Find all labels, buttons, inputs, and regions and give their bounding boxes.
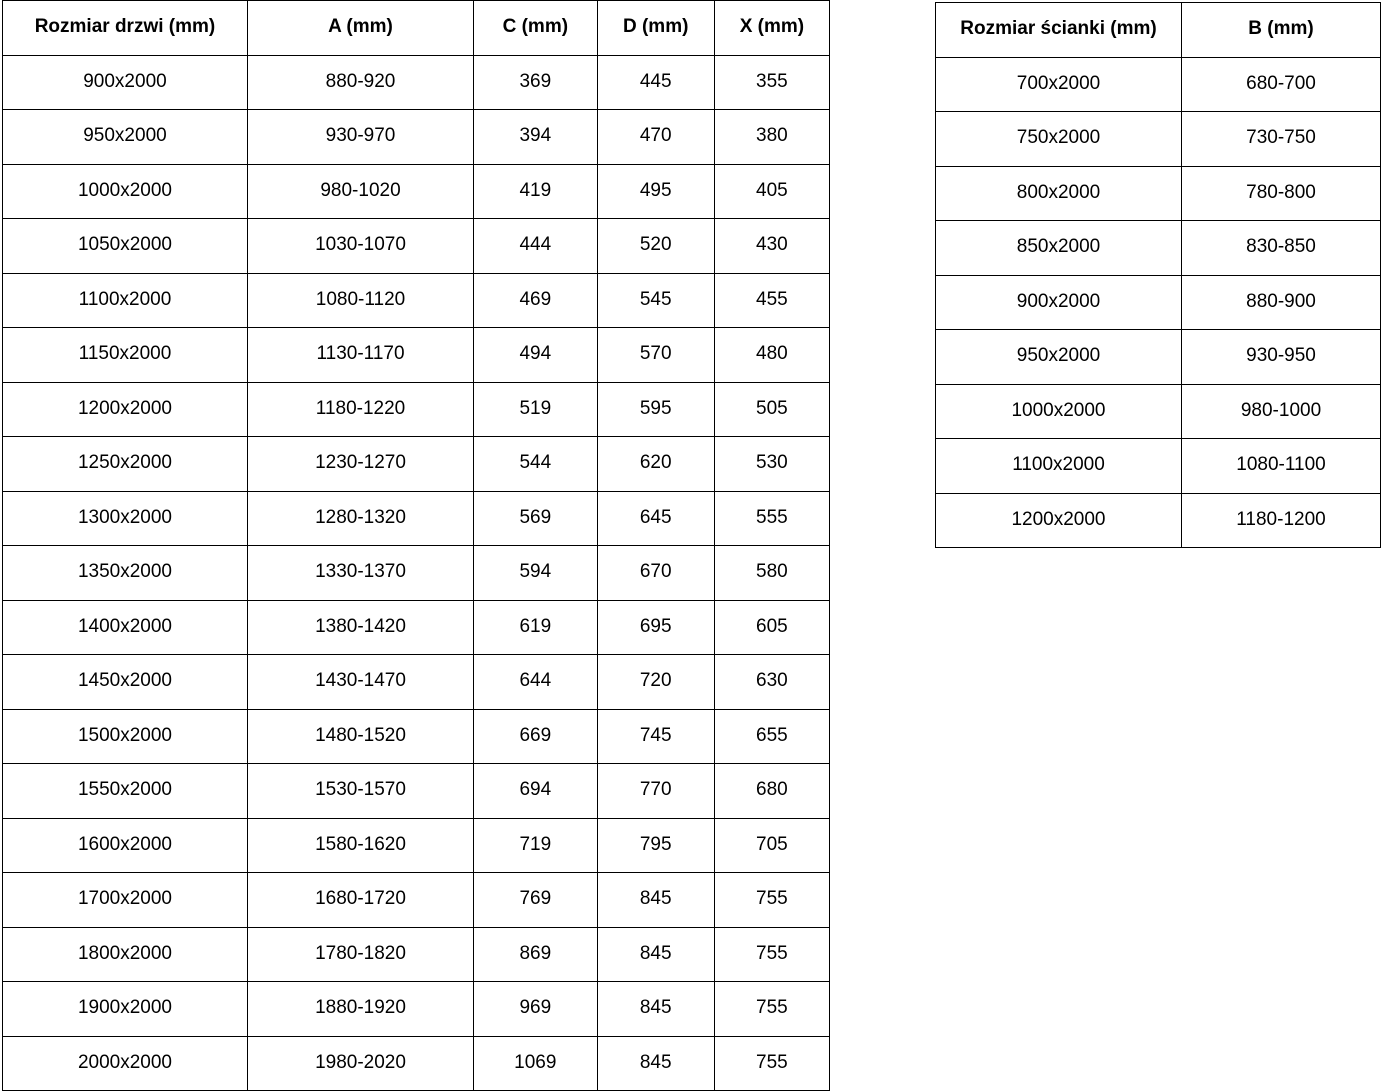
doors-cell: 845 [597,873,714,928]
doors-cell: 594 [474,546,598,601]
doors-cell: 1480-1520 [247,709,473,764]
doors-cell: 969 [474,982,598,1037]
table-row [936,439,1381,494]
wall-cell: 800x2000 [936,166,1182,221]
doors-cell: 755 [714,927,829,982]
doors-cell: 1180-1220 [247,382,473,437]
wall-table-header [936,3,1381,58]
table-row [936,221,1381,276]
table-row [3,55,830,110]
table-row [3,818,830,873]
doors-cell: 544 [474,437,598,492]
table-header-row [3,1,830,56]
doors-cell: 1200x2000 [3,382,248,437]
doors-cell: 620 [597,437,714,492]
doors-cell: 1680-1720 [247,873,473,928]
table-row [3,491,830,546]
doors-cell: 1080-1120 [247,273,473,328]
doors-cell: 445 [597,55,714,110]
doors-cell: 1250x2000 [3,437,248,492]
wall-cell: 730-750 [1182,112,1381,167]
doors-cell: 694 [474,764,598,819]
doors-cell: 1069 [474,1036,598,1091]
wall-cell: 1080-1100 [1182,439,1381,494]
doors-cell: 1000x2000 [3,164,248,219]
doors-cell: 845 [597,982,714,1037]
doors-cell: 1600x2000 [3,818,248,873]
doors-cell: 355 [714,55,829,110]
wall-cell: 980-1000 [1182,384,1381,439]
doors-cell: 419 [474,164,598,219]
column-header-c: C (mm) [474,1,598,56]
doors-cell: 469 [474,273,598,328]
table-row [3,273,830,328]
doors-cell: 519 [474,382,598,437]
doors-cell: 845 [597,1036,714,1091]
doors-cell: 1980-2020 [247,1036,473,1091]
doors-cell: 769 [474,873,598,928]
table-row [936,493,1381,548]
wall-cell: 850x2000 [936,221,1182,276]
table-row [936,330,1381,385]
table-row [3,437,830,492]
doors-cell: 444 [474,219,598,274]
wall-cell: 830-850 [1182,221,1381,276]
doors-cell: 405 [714,164,829,219]
doors-cell: 1500x2000 [3,709,248,764]
column-header-wall-size: Rozmiar ścianki (mm) [936,3,1182,58]
wall-table-body [936,57,1381,548]
doors-cell: 1880-1920 [247,982,473,1037]
doors-cell: 655 [714,709,829,764]
table-row [936,112,1381,167]
table-row [3,982,830,1037]
column-header-a: A (mm) [247,1,473,56]
doors-table-body [3,55,830,1091]
doors-cell: 900x2000 [3,55,248,110]
doors-cell: 494 [474,328,598,383]
doors-cell: 1150x2000 [3,328,248,383]
doors-cell: 369 [474,55,598,110]
wall-cell: 780-800 [1182,166,1381,221]
column-header-x: X (mm) [714,1,829,56]
wall-cell: 950x2000 [936,330,1182,385]
doors-cell: 1580-1620 [247,818,473,873]
doors-cell: 745 [597,709,714,764]
doors-cell: 645 [597,491,714,546]
doors-cell: 1230-1270 [247,437,473,492]
doors-cell: 480 [714,328,829,383]
table-row [3,600,830,655]
doors-cell: 430 [714,219,829,274]
doors-cell: 669 [474,709,598,764]
doors-cell: 869 [474,927,598,982]
table-header-row [936,3,1381,58]
wall-cell: 1200x2000 [936,493,1182,548]
wall-cell: 930-950 [1182,330,1381,385]
doors-cell: 1400x2000 [3,600,248,655]
doors-cell: 755 [714,1036,829,1091]
doors-cell: 1300x2000 [3,491,248,546]
doors-cell: 719 [474,818,598,873]
wall-cell: 680-700 [1182,57,1381,112]
doors-cell: 770 [597,764,714,819]
table-row [3,328,830,383]
doors-cell: 1330-1370 [247,546,473,601]
wall-table-container [935,2,1381,548]
doors-cell: 1430-1470 [247,655,473,710]
doors-cell: 1380-1420 [247,600,473,655]
doors-cell: 495 [597,164,714,219]
doors-cell: 880-920 [247,55,473,110]
doors-table-header [3,1,830,56]
table-row [3,1036,830,1091]
doors-cell: 644 [474,655,598,710]
doors-cell: 520 [597,219,714,274]
doors-cell: 950x2000 [3,110,248,165]
wall-cell: 750x2000 [936,112,1182,167]
wall-cell: 880-900 [1182,275,1381,330]
doors-cell: 569 [474,491,598,546]
wall-dimensions-table [935,2,1381,548]
wall-cell: 1000x2000 [936,384,1182,439]
table-row [3,873,830,928]
doors-cell: 845 [597,927,714,982]
column-header-d: D (mm) [597,1,714,56]
doors-cell: 695 [597,600,714,655]
table-row [3,219,830,274]
doors-cell: 580 [714,546,829,601]
table-row [3,764,830,819]
column-header-b: B (mm) [1182,3,1381,58]
doors-cell: 930-970 [247,110,473,165]
doors-cell: 530 [714,437,829,492]
doors-cell: 605 [714,600,829,655]
doors-cell: 545 [597,273,714,328]
doors-cell: 1050x2000 [3,219,248,274]
doors-cell: 670 [597,546,714,601]
doors-cell: 680 [714,764,829,819]
doors-cell: 1130-1170 [247,328,473,383]
table-row [3,382,830,437]
doors-cell: 555 [714,491,829,546]
table-row [3,546,830,601]
doors-cell: 630 [714,655,829,710]
table-row [3,927,830,982]
table-row [936,275,1381,330]
table-row [936,57,1381,112]
doors-cell: 755 [714,873,829,928]
doors-cell: 595 [597,382,714,437]
wall-cell: 700x2000 [936,57,1182,112]
doors-cell: 380 [714,110,829,165]
doors-cell: 570 [597,328,714,383]
doors-cell: 1530-1570 [247,764,473,819]
doors-cell: 394 [474,110,598,165]
table-row [3,709,830,764]
doors-cell: 1800x2000 [3,927,248,982]
doors-cell: 1700x2000 [3,873,248,928]
wall-cell: 900x2000 [936,275,1182,330]
wall-cell: 1100x2000 [936,439,1182,494]
doors-cell: 1780-1820 [247,927,473,982]
doors-cell: 505 [714,382,829,437]
doors-cell: 1900x2000 [3,982,248,1037]
table-row [936,384,1381,439]
doors-cell: 1450x2000 [3,655,248,710]
table-row [3,110,830,165]
doors-cell: 470 [597,110,714,165]
doors-cell: 455 [714,273,829,328]
table-row [936,166,1381,221]
doors-cell: 619 [474,600,598,655]
doors-cell: 2000x2000 [3,1036,248,1091]
doors-cell: 1550x2000 [3,764,248,819]
doors-cell: 1280-1320 [247,491,473,546]
column-header-door-size: Rozmiar drzwi (mm) [3,1,248,56]
table-row [3,164,830,219]
doors-cell: 755 [714,982,829,1037]
doors-cell: 795 [597,818,714,873]
doors-cell: 1100x2000 [3,273,248,328]
doors-cell: 980-1020 [247,164,473,219]
doors-cell: 705 [714,818,829,873]
doors-cell: 1030-1070 [247,219,473,274]
doors-dimensions-table [2,0,830,1091]
table-row [3,655,830,710]
wall-cell: 1180-1200 [1182,493,1381,548]
doors-cell: 1350x2000 [3,546,248,601]
doors-cell: 720 [597,655,714,710]
